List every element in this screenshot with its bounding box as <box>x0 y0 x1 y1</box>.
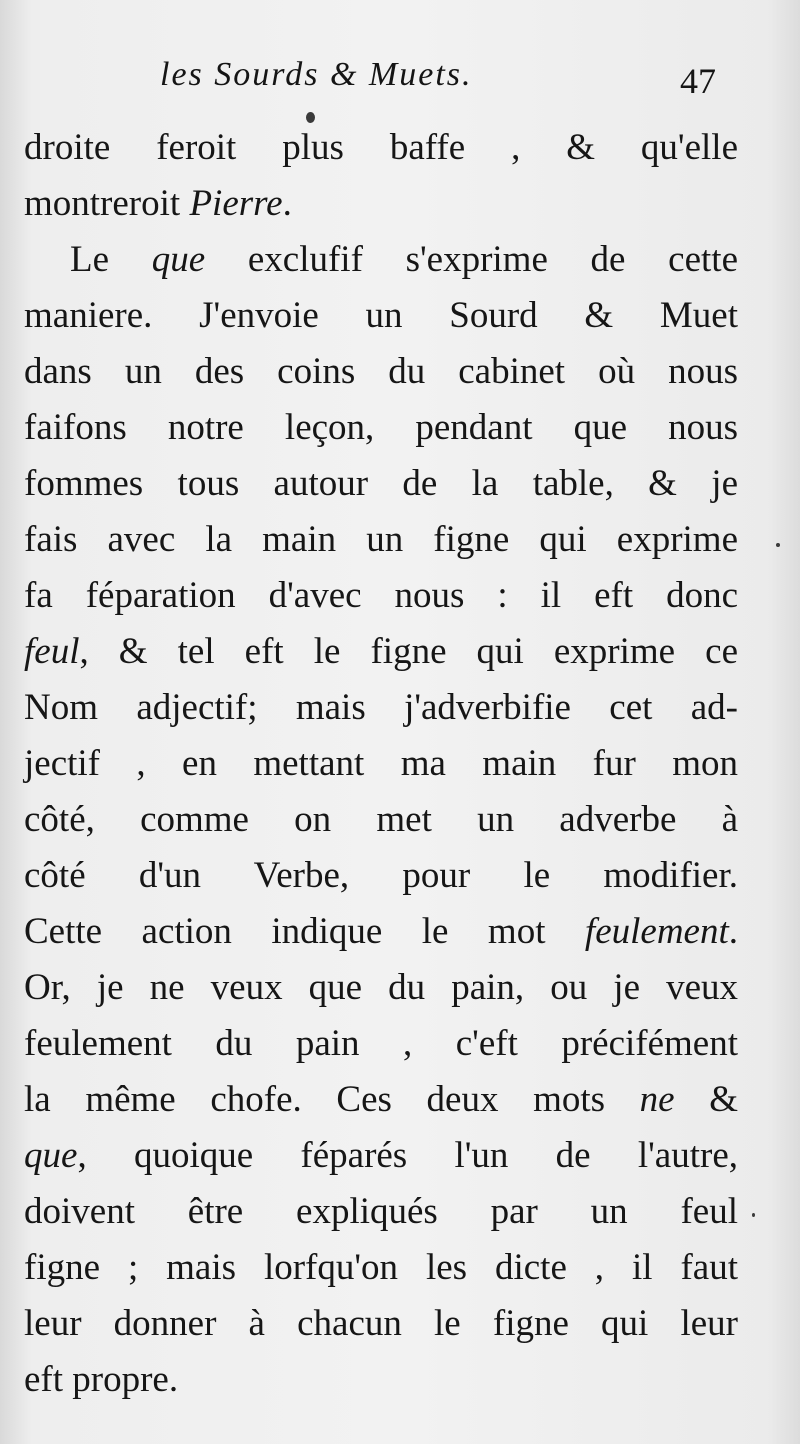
emphasis: que <box>151 239 206 280</box>
text-line: maniere. J'envoie un Sourd & Muet <box>24 295 738 336</box>
text-line: Cette action indique le mot feulement. <box>24 911 738 952</box>
page-number: 47 <box>680 61 716 101</box>
text-line: faifons notre leçon, pendant que nous <box>24 407 738 448</box>
text-line: la même chofe. Ces deux mots ne & <box>24 1079 738 1120</box>
text-line: jectif , en mettant ma main fur mon <box>24 743 738 784</box>
text-line: doivent être expliqués par un feul <box>24 1191 738 1232</box>
text-line: fais avec la main un figne qui exprime <box>24 519 738 560</box>
text-line: Or, je ne veux que du pain, ou je veux <box>24 967 738 1008</box>
text-line: que, quoique féparés l'un de l'autre, <box>24 1135 738 1176</box>
text-line: côté, comme on met un adverbe à <box>24 799 738 840</box>
ink-speck <box>776 543 780 547</box>
text-line: montreroit Pierre. <box>24 183 292 224</box>
text-line: droite feroit plus baffe , & qu'elle <box>24 127 738 168</box>
ink-speck <box>306 112 315 123</box>
emphasis: feul <box>24 631 80 672</box>
text-line: dans un des coins du cabinet où nous <box>24 351 738 392</box>
paragraph-start-line: Le que exclufif s'exprime de cette <box>70 239 738 280</box>
text-line: leur donner à chacun le figne qui leur <box>24 1303 738 1344</box>
emphasis: que <box>24 1135 78 1176</box>
emphasis: Pierre <box>189 183 283 224</box>
text-line: fa féparation d'avec nous : il eft donc <box>24 575 738 616</box>
text-line: Nom adjectif; mais j'adverbifie cet ad- <box>24 687 738 728</box>
text-line: eft propre. <box>24 1359 179 1400</box>
emphasis: feulement <box>584 911 729 952</box>
text-line: feulement du pain , c'eft précifément <box>24 1023 738 1064</box>
emphasis: ne <box>639 1079 675 1120</box>
text-line: côté d'un Verbe, pour le modifier. <box>24 855 738 896</box>
page-header <box>0 52 800 102</box>
text-line: figne ; mais lorfqu'on les dicte , il faut <box>24 1247 738 1288</box>
running-title: les Sourds & Muets. <box>160 56 473 93</box>
text-line: feul, & tel eft le figne qui exprime ce <box>24 631 738 672</box>
ink-speck <box>752 1213 755 1217</box>
body-text <box>24 120 738 1408</box>
text-line: fommes tous autour de la table, & je <box>24 463 738 504</box>
